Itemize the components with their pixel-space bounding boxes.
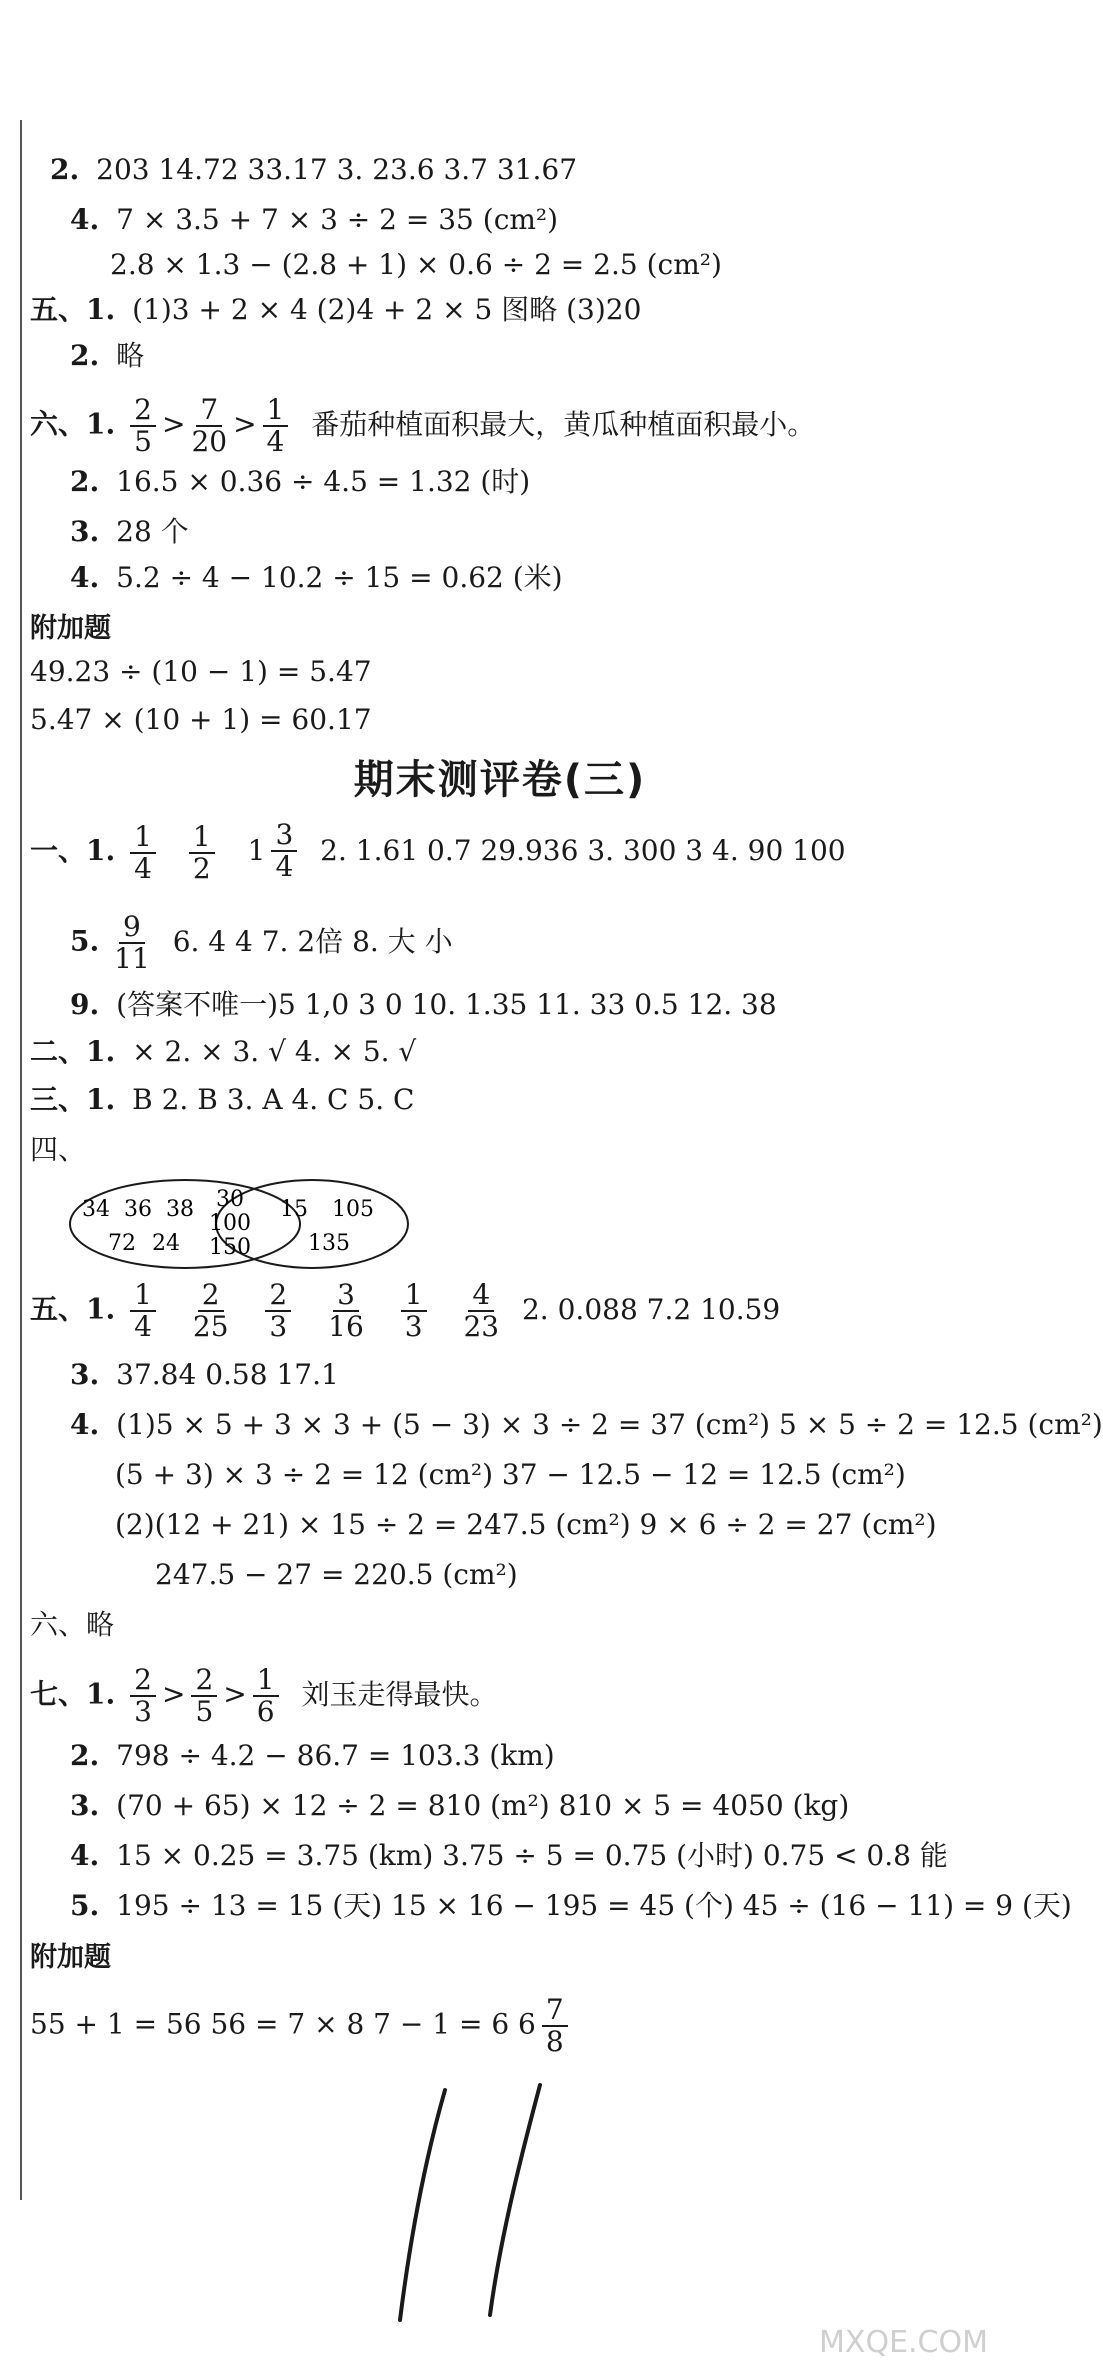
- item-label: 4.: [70, 1839, 100, 1872]
- part2-s1-item5: [70, 912, 453, 974]
- item-label: 七、1.: [30, 1677, 116, 1711]
- answer-text: 798 ÷ 4.2 − 86.7 = 103.3 (km): [116, 1739, 555, 1772]
- fraction: $\frac{4}{23}$: [463, 1278, 500, 1343]
- venn-right-value: 105: [332, 1197, 374, 1222]
- item-label: 5.: [70, 924, 100, 958]
- item-label: 2.: [70, 465, 100, 498]
- answer-text: 15 × 0.25 = 3.75 (km) 3.75 ÷ 5 = 0.75 (小时) 0.75 < 0.8 能: [116, 1839, 948, 1872]
- answer-text: 203 14.72 33.17 3. 23.6 3.7 31.67: [96, 153, 578, 186]
- answer-text: 55 + 1 = 56 56 = 7 × 8 7 − 1 = 6 6: [30, 2007, 536, 2041]
- venn-left-value: 24: [152, 1231, 180, 1256]
- answer-text: 6. 4 4 7. 2倍 8. 大 小: [172, 924, 453, 958]
- answer-text: 16.5 × 0.36 ÷ 4.5 = 1.32 (时): [116, 465, 531, 498]
- item-label: 4.: [70, 561, 100, 594]
- part2-s5-item4b: (5 + 3) × 3 ÷ 2 = 12 (cm²) 37 − 12.5 − 12 = 12.5 (cm²): [115, 1458, 906, 1491]
- part2-s5-item4d: 247.5 − 27 = 220.5 (cm²): [155, 1558, 518, 1591]
- answer-text: 刘玉走得最快。: [301, 1677, 498, 1711]
- bonus-line-1: 49.23 ÷ (10 − 1) = 5.47: [30, 655, 372, 688]
- bonus-answer: [30, 1995, 574, 2057]
- fraction: $\frac{1}{4}$: [130, 1280, 156, 1342]
- section6-item2: [70, 462, 530, 502]
- item-label: 9.: [70, 988, 100, 1021]
- part2-s2: [30, 1032, 416, 1072]
- item-label: 一、1.: [30, 834, 116, 867]
- fraction: $\frac{2}{3}$: [130, 1665, 156, 1727]
- item-label: 3.: [70, 515, 100, 548]
- venn-left-ellipse: [70, 1180, 300, 1268]
- item-label: 三、1.: [30, 1083, 116, 1116]
- item-label: 3.: [70, 1358, 100, 1391]
- gt-symbol: >: [161, 1677, 186, 1711]
- part2-s7-item5: [70, 1886, 1072, 1926]
- answer-text: 7 × 3.5 + 7 × 3 ÷ 2 = 35 (cm²): [116, 203, 559, 236]
- part2-s7-item4: [70, 1836, 948, 1876]
- venn-left-value: 34: [82, 1197, 110, 1222]
- fraction: $\frac{2}{3}$: [265, 1280, 291, 1342]
- part2-s4-label: 四、: [30, 1133, 87, 1166]
- item-label: 5.: [70, 1889, 100, 1922]
- fraction: $\frac{1}{4}$: [263, 395, 289, 457]
- part2-s1-item9: [70, 985, 777, 1025]
- fraction: $\frac{1}{4}$: [130, 822, 156, 884]
- answer-text: (1)3 + 2 × 4 (2)4 + 2 × 5 图略 (3)20: [132, 293, 642, 326]
- bonus-heading-2: 附加题: [30, 1942, 111, 1973]
- answer-text: 28 个: [116, 515, 189, 548]
- answer-text: 195 ÷ 13 = 15 (天) 15 × 16 − 195 = 45 (个) 45 ÷ (16 − 11) = 9 (天): [116, 1889, 1072, 1922]
- venn-left-value: 38: [166, 1197, 194, 1222]
- answer-text: 番茄种植面积最大，黄瓜种植面积最小。: [311, 407, 816, 441]
- item-label: 4.: [70, 1408, 100, 1441]
- part2-s1-item1: [30, 820, 846, 884]
- answer-text: 37.84 0.58 17.1: [116, 1358, 339, 1391]
- fraction: $\frac{9}{11}$: [114, 910, 150, 975]
- answer-text: 2.8 × 1.3 − (2.8 + 1) × 0.6 ÷ 2 = 2.5 (cm²): [110, 248, 722, 281]
- item-label: 2.: [70, 339, 100, 372]
- answer-4-row: [70, 200, 558, 240]
- left-margin-rule: [20, 120, 22, 2200]
- answer-text: 略: [116, 339, 145, 372]
- fraction: $\frac{2}{5}$: [130, 395, 156, 457]
- section6-item1: [30, 395, 815, 457]
- answer-text: B 2. B 3. A 4. C 5. C: [132, 1083, 415, 1116]
- part2-s5-item4: [70, 1405, 1103, 1445]
- item-label: 3.: [70, 1789, 100, 1822]
- section5-item2: [70, 336, 144, 376]
- item-label: 五、1.: [30, 1292, 116, 1326]
- part2-s3: [30, 1080, 414, 1120]
- venn-left-value: 36: [124, 1197, 152, 1222]
- fraction: $\frac{7}{20}$: [191, 393, 228, 458]
- answer-2-row: [50, 150, 577, 190]
- item-label: 六、1.: [30, 407, 116, 441]
- part2-s5-item4c: (2)(12 + 21) × 15 ÷ 2 = 247.5 (cm²) 9 × 6 ÷ 2 = 27 (cm²): [115, 1508, 937, 1541]
- part2-s7-item3: [70, 1786, 849, 1826]
- fraction: $\frac{1}{3}$: [401, 1280, 427, 1342]
- gt-symbol: >: [233, 407, 257, 441]
- section6-item3: [70, 512, 189, 552]
- part2-s7-item1: [30, 1665, 497, 1727]
- item-label: 二、1.: [30, 1035, 116, 1068]
- section6-item4: [70, 558, 563, 598]
- part2-s5-item1: [30, 1280, 780, 1342]
- venn-diagram: [70, 1178, 410, 1270]
- venn-right-value: 135: [308, 1231, 350, 1256]
- venn-right-value: 15: [280, 1197, 308, 1222]
- fraction: $\frac{2}{5}$: [191, 1665, 217, 1727]
- venn-left-value: 72: [108, 1231, 136, 1256]
- answer-text: (1)5 × 5 + 3 × 3 + (5 − 3) × 3 ÷ 2 = 37 (cm²) 5 × 5 ÷ 2 = 12.5 (cm²): [116, 1408, 1103, 1441]
- fraction: $\frac{7}{8}$: [542, 1995, 568, 2057]
- answer-text: 2. 0.088 7.2 10.59: [521, 1292, 781, 1326]
- venn-both-value: 30: [216, 1187, 244, 1212]
- handwritten-mark: [380, 2080, 580, 2330]
- venn-both-value: 150: [209, 1235, 251, 1260]
- answer-4b-row: [110, 245, 722, 285]
- item-label: 4.: [70, 203, 100, 236]
- mixed-number: 1 $\frac{3}{4}$: [248, 820, 304, 882]
- answer-text: (答案不唯一)5 1,0 3 0 10. 1.35 11. 33 0.5 12. 38: [116, 988, 777, 1021]
- bonus-line-2: 5.47 × (10 + 1) = 60.17: [30, 703, 372, 736]
- answer-text: 5.2 ÷ 4 − 10.2 ÷ 15 = 0.62 (米): [116, 561, 563, 594]
- fraction: $\frac{2}{25}$: [192, 1278, 229, 1343]
- item-label: 五、1.: [30, 293, 116, 326]
- item-label: 2.: [50, 153, 80, 186]
- bonus-heading: 附加题: [30, 613, 111, 644]
- item-label: 2.: [70, 1739, 100, 1772]
- section5-item1: [30, 290, 641, 330]
- answer-text: 2. 1.61 0.7 29.936 3. 300 3 4. 90 100: [320, 834, 846, 867]
- fraction: $\frac{3}{16}$: [328, 1278, 364, 1343]
- page-title: 期末测评卷(三): [353, 757, 647, 803]
- fraction: $\frac{1}{2}$: [189, 822, 215, 884]
- part2-s7-item2: [70, 1736, 555, 1776]
- part2-s5-item3: [70, 1355, 339, 1395]
- answer-text: (70 + 65) × 12 ÷ 2 = 810 (m²) 810 × 5 = 4050 (kg): [116, 1789, 850, 1822]
- fraction: $\frac{1}{6}$: [253, 1665, 279, 1727]
- gt-symbol: >: [161, 407, 186, 441]
- venn-both-value: 100: [209, 1211, 251, 1236]
- answer-text: × 2. × 3. √ 4. × 5. √: [132, 1035, 417, 1068]
- watermark: MXQE.COM: [819, 2325, 988, 2360]
- part2-s6: 六、略: [30, 1608, 115, 1641]
- gt-symbol: >: [223, 1677, 247, 1711]
